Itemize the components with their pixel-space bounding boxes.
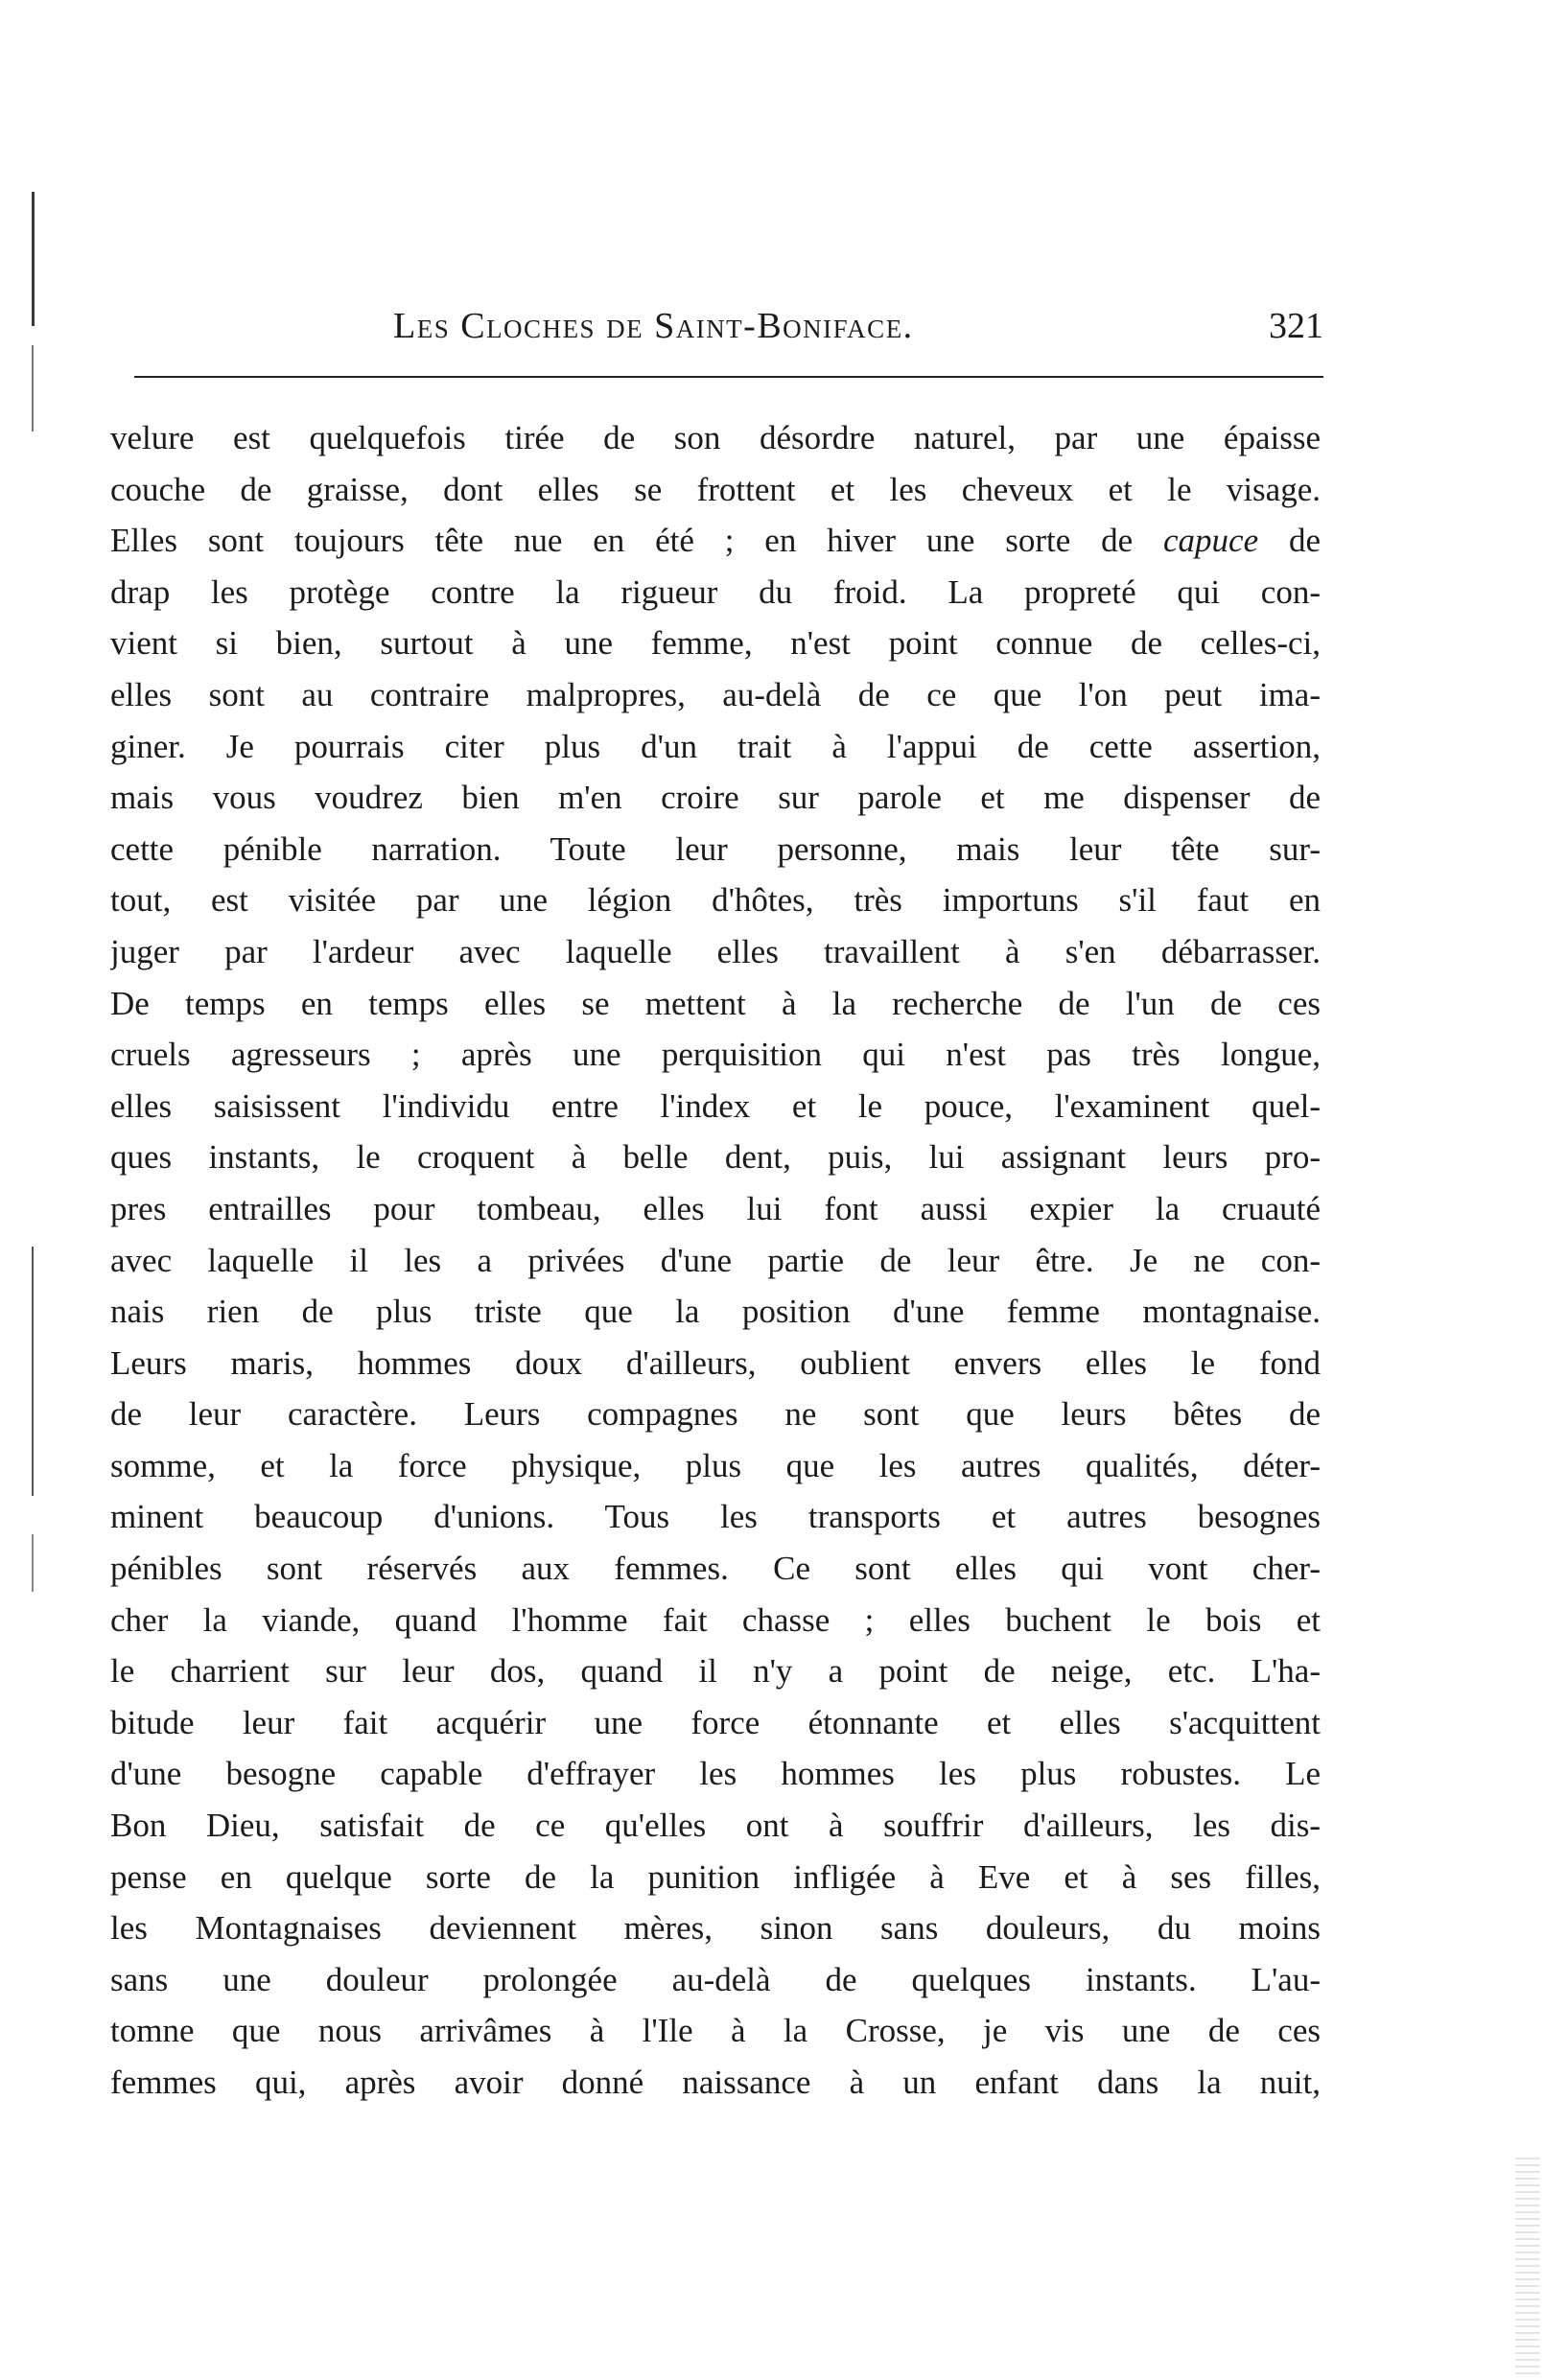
text-line: vient si bien, surtout à une femme, n'est point connue de celles-ci,: [110, 624, 1321, 663]
scan-edge-speckle: [1515, 2158, 1540, 2378]
scan-edge-mark: [32, 345, 34, 432]
text-line: velure est quelquefois tirée de son désordre naturel, par une épaisse: [110, 419, 1321, 456]
text-line: femmes qui, après avoir donné naissance à un enfant dans la nuit,: [110, 2064, 1321, 2101]
running-head: [393, 305, 1323, 359]
text-line: cette pénible narration. Toute leur personne, mais leur tête sur-: [110, 829, 1321, 868]
text-line: d'une besogne capable d'effrayer les hommes les plus robustes. Le: [110, 1755, 1321, 1793]
text-line: Bon Dieu, satisfait de ce qu'elles ont à souffrir d'ailleurs, les dis-: [110, 1807, 1321, 1845]
text-line: elles saisissent l'individu entre l'index et le pouce, l'examinent quel-: [110, 1086, 1321, 1125]
text-line: Leurs maris, hommes doux d'ailleurs, oublient envers elles le fond: [110, 1343, 1321, 1382]
text-line: cruels agresseurs ; après une perquisition qui n'est pas très longue,: [110, 1036, 1321, 1074]
scan-edge-mark: [32, 1247, 34, 1496]
text-line: tout, est visitée par une légion d'hôtes, très importuns s'il faut en: [110, 881, 1321, 920]
page-number: 321: [1269, 306, 1323, 346]
text-line: giner. Je pourrais citer plus d'un trait à l'appui de cette assertion,: [110, 727, 1321, 765]
text-line: pres entrailles pour tombeau, elles lui font aussi expier la cruauté: [110, 1189, 1321, 1227]
running-title: Les Cloches de Saint-Boniface.: [393, 306, 914, 346]
text-line: couche de graisse, dont elles se frottent et les cheveux et le visage.: [110, 470, 1321, 508]
text-line: de leur caractère. Leurs compagnes ne sont que leurs bêtes de: [110, 1395, 1321, 1434]
text-line: ques instants, le croquent à belle dent, puis, lui assignant leurs pro-: [110, 1138, 1321, 1177]
body-text: [110, 412, 1321, 2109]
text-line: le charrient sur leur dos, quand il n'y a point de neige, etc. L'ha-: [110, 1652, 1321, 1691]
text-line: pénibles sont réservés aux femmes. Ce sont elles qui vont cher-: [110, 1550, 1321, 1588]
italic-word: capuce: [1163, 522, 1259, 560]
text-line: avec laquelle il les a privées d'une partie de leur être. Je ne con-: [110, 1241, 1321, 1279]
text-line: drap les protège contre la rigueur du froid. La propreté qui con-: [110, 572, 1321, 611]
text-line: elles sont au contraire malpropres, au-delà de ce que l'on peut ima-: [110, 675, 1321, 713]
text-line: somme, et la force physique, plus que les autres qualités, déter-: [110, 1446, 1321, 1484]
text-line: tomne que nous arrivâmes à l'Ile à la Crosse, je vis une de ces: [110, 2012, 1321, 2050]
scan-edge-mark: [32, 192, 35, 326]
text-line: mais vous voudrez bien m'en croire sur parole et me dispenser de: [110, 779, 1321, 817]
scan-edge-mark: [32, 1534, 34, 1592]
text-line: sans une douleur prolongée au-delà de quelques instants. L'au-: [110, 1960, 1321, 1998]
text-line: cher la viande, quand l'homme fait chasse ; elles buchent le bois et: [110, 1600, 1321, 1639]
text-line: De temps en temps elles se mettent à la recherche de l'un de ces: [110, 984, 1321, 1022]
text-line: juger par l'ardeur avec laquelle elles travaillent à s'en débarrasser.: [110, 932, 1321, 970]
text-line: nais rien de plus triste que la position d'une femme montagnaise.: [110, 1293, 1321, 1331]
text-line: minent beaucoup d'unions. Tous les transports et autres besognes: [110, 1498, 1321, 1536]
text-line: bitude leur fait acquérir une force étonnante et elles s'acquittent: [110, 1703, 1321, 1741]
header-rule: [134, 376, 1323, 378]
text-line: pense en quelque sorte de la punition infligée à Eve et à ses filles,: [110, 1857, 1321, 1896]
text-line: Elles sont toujours tête nue en été ; en hiver une sorte de capuce de: [110, 522, 1321, 560]
text-line: les Montagnaises deviennent mères, sinon sans douleurs, du moins: [110, 1909, 1321, 1948]
